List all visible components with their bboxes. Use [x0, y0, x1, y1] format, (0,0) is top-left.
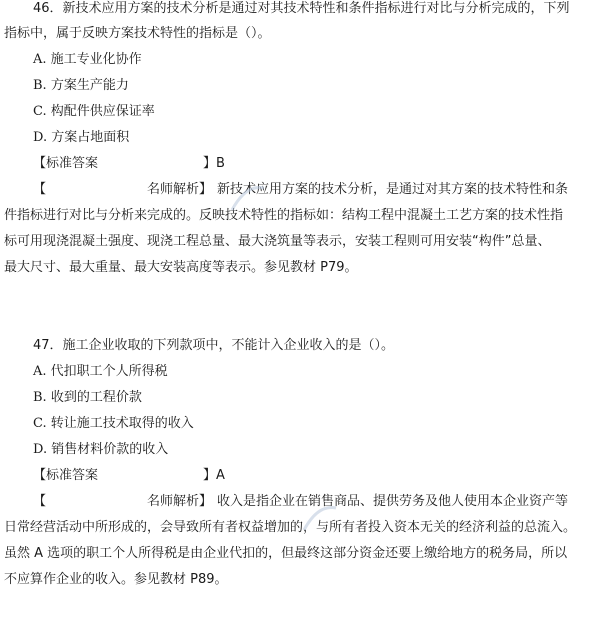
watermark-mark [300, 500, 340, 536]
q47-option-b [33, 389, 142, 407]
q46-analysis-line1: 新技术应用方案的技术分析，是通过对其方案的技术特性和条 [217, 182, 569, 197]
option-text: 销售材料价款的收入 [51, 442, 169, 457]
option-letter: C. [33, 416, 47, 431]
q47-analysis-line1: 收入是指企业在销售商品、提供劳务及他人使用本企业资产等 [217, 494, 569, 509]
option-letter: A. [33, 364, 47, 379]
q47-analysis-line2: 日常经营活动中所形成的，会导致所有者权益增加的，与所有者投入资本无关的经济利益的总流入。 [4, 520, 577, 535]
option-letter: D. [33, 442, 48, 457]
option-letter: B. [33, 78, 47, 93]
q46-analysis-open: 【 [33, 182, 47, 197]
option-letter: A. [33, 52, 47, 67]
q46-analysis-label: 名师解析】 [147, 182, 213, 197]
q46-stem-line1: 46．新技术应用方案的技术分析是通过对其技术特性和条件指标进行对比与分析完成的，下列 [33, 1, 570, 16]
q46-stem-line2: 指标中，属于反映方案技术特性的指标是（）。 [4, 26, 271, 41]
q47-option-a [33, 363, 168, 381]
q47-stem: 47．施工企业收取的下列款项中，不能计入企业收入的是（）。 [33, 338, 395, 353]
q46-option-d [33, 129, 129, 147]
q46-analysis-line2: 件指标进行对比与分析来完成的。反映技术特性的指标如：结构工程中混凝土工艺方案的技术性指 [4, 208, 564, 223]
q47-answer-label: 【标准答案 [33, 468, 99, 483]
q47-analysis-label: 名师解析】 [147, 494, 213, 509]
option-text: 转让施工技术取得的收入 [50, 416, 194, 431]
q47-option-d [33, 441, 168, 459]
option-letter: B. [33, 390, 47, 405]
option-letter: D. [33, 130, 48, 145]
q46-answer-value: 】B [203, 156, 225, 171]
q46-option-c [33, 103, 155, 121]
option-text: 施工专业化协作 [50, 52, 142, 67]
q47-option-c [33, 415, 194, 433]
q47-analysis-open: 【 [33, 494, 47, 509]
q46-option-a [33, 51, 142, 69]
watermark-mark [228, 180, 268, 216]
option-text: 方案占地面积 [51, 130, 130, 145]
q47-analysis-line3: 虽然 A 选项的职工个人所得税是由企业代扣的，但最终这部分资金还要上缴给地方的税务局，所以 [4, 546, 568, 561]
q46-analysis-line4: 最大尺寸、最大重量、最大安装高度等表示。参见教材 P79。 [4, 260, 358, 275]
q46-option-b [33, 77, 129, 95]
option-text: 构配件供应保证率 [50, 104, 155, 119]
option-text: 方案生产能力 [50, 78, 129, 93]
option-text: 收到的工程价款 [50, 390, 142, 405]
q46-answer-label: 【标准答案 [33, 156, 99, 171]
q46-analysis-line3: 标可用现浇混凝土强度、现浇工程总量、最大浇筑量等表示，安装工程则可用安装“构件”总量、 [4, 234, 551, 249]
option-text: 代扣职工个人所得税 [50, 364, 168, 379]
q47-analysis-line4: 不应算作企业的收入。参见教材 P89。 [4, 572, 228, 587]
option-letter: C. [33, 104, 47, 119]
q47-answer-value: 】A [203, 468, 225, 483]
